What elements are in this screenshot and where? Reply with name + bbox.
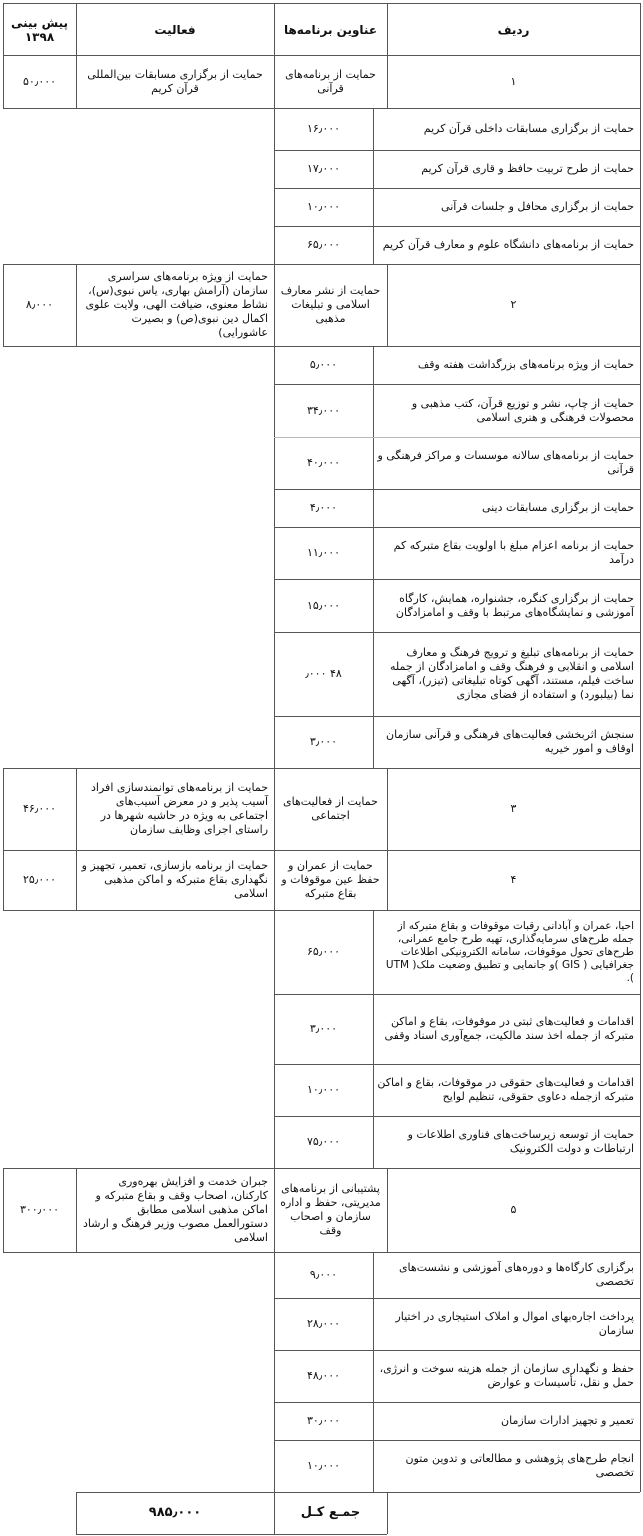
item-text: حمایت از طرح تربیت حافظ و قاری قرآن کریم (421, 162, 634, 175)
grid-line (274, 384, 640, 385)
grid-line (274, 994, 640, 995)
grid-line (76, 1492, 77, 1534)
grid-line (76, 768, 77, 910)
item-value: ۳۴٫۰۰۰ (306, 403, 341, 417)
item-value: ۱۷٫۰۰۰ (306, 162, 341, 175)
group-4-activity: حمایت از برنامه بازسازی، تعمیر، تجهیز و نگهداری بقاع متبرکه و اماکن مذهبی اسلامی (81, 859, 268, 900)
item-value: ۱۰٫۰۰۰ (306, 1083, 341, 1096)
item-value: ۱۱٫۰۰۰ (306, 546, 341, 559)
grid-line (274, 1116, 640, 1117)
grid-line (387, 1168, 388, 1252)
total-value: ۹۸۵٫۰۰۰ (148, 1505, 202, 1520)
grid-line (274, 527, 640, 528)
group-3-number: ۳ (510, 802, 517, 815)
item-value: ۱۶٫۰۰۰ (306, 122, 341, 135)
header-program-titles: عناوین برنامه‌ها (283, 22, 378, 37)
item-text: اقدامات و فعالیت‌های ثبتی در موقوفات، بقاع و اماکن متبرکه از جمله اخذ سند مالکیت، جمع‌آوری اسناد وقفی (384, 1015, 634, 1042)
item-value: ۲۸٫۰۰۰ (306, 1317, 341, 1330)
grid-line (274, 437, 640, 438)
item-value: ۷۵٫۰۰۰ (306, 1135, 341, 1148)
grid-line (76, 1534, 387, 1535)
group-5-title: پشتیبانی از برنامه‌های مدیریتی، حفظ و اداره سازمان و اصحاب وقف (280, 1182, 381, 1237)
item-text: حمایت از برگزاری محافل و جلسات قرآنی (441, 200, 634, 213)
group-1-forecast: ۵۰٫۰۰۰ (22, 74, 57, 88)
grid-line (76, 264, 77, 346)
grid-line (274, 226, 640, 227)
grid-line (76, 3, 77, 108)
grid-line (274, 716, 640, 717)
item-value: ۴٫۰۰۰ (309, 501, 338, 514)
grid-line (640, 3, 641, 1492)
item-value: ۱۰٫۰۰۰ (306, 1459, 341, 1472)
group-1-title: حمایت از برنامه‌های قرآنی (285, 67, 376, 95)
grid-line (3, 108, 640, 109)
grid-line (274, 1402, 640, 1403)
total-label: جمـع کـل (300, 1505, 361, 1520)
grid-line (76, 1492, 640, 1493)
item-text: حمایت از برگزاری کنگره، جشنواره، همایش، کارگاه آموزشی و نمایشگاه‌های مرتبط با وقف و امامزادگان (395, 591, 634, 619)
item-text: حمایت از برگزاری مسابقات داخلی قرآن کریم (423, 122, 634, 135)
grid-line (3, 3, 4, 108)
group-4-number: ۴ (510, 873, 517, 886)
grid-line (274, 579, 640, 580)
grid-line (274, 1064, 640, 1065)
item-text: حمایت از برنامه اعزام مبلغ با اولویت بقاع متبرکه کم درآمد (393, 539, 634, 566)
item-text: حمایت از چاپ، نشر و توزیع قرآن، کتب مذهبی و محصولات فرهنگی و هنری اسلامی (411, 396, 634, 424)
item-value: ۳٫۰۰۰ (309, 735, 338, 748)
item-text: برگزاری کارگاه‌ها و دوره‌های آموزشی و نشست‌های تخصصی (398, 1261, 634, 1288)
group-4-title: حمایت از عمران و حفظ عین موقوفات و بقاع متبرکه (281, 859, 380, 900)
grid-line (274, 632, 640, 633)
grid-line (3, 3, 640, 4)
item-value: ۵٫۰۰۰ (309, 358, 338, 371)
grid-line (274, 150, 640, 151)
grid-line (387, 3, 388, 108)
grid-line (373, 1252, 374, 1492)
item-text: حمایت از برنامه‌های تبلیغ و ترویج فرهنگ و معارف اسلامی و انقلابی و فرهنگ وقف و امامزادگان از جمله ساخت فیلم، مستند، آگهی کوتاه تبلیغاتی (تیزر)، آگهی نما (بیلبورد) و استفاده از فضای مجازی (390, 646, 634, 701)
grid-line (274, 489, 640, 490)
grid-line (3, 264, 640, 265)
grid-line (274, 188, 640, 189)
item-value: ۳۰٫۰۰۰ (306, 1414, 341, 1427)
grid-line (274, 1350, 640, 1351)
header-forecast-1398: پیش بینی ۱۳۹۸ (11, 15, 68, 44)
grid-line (3, 264, 4, 346)
grid-line (3, 55, 640, 56)
item-text: سنجش اثربخشی فعالیت‌های فرهنگی و قرآنی سازمان اوقاف و امور خیریه (386, 728, 634, 755)
group-1-activity: حمایت از برگزاری مسابقات بین‌المللی قرآن کریم (87, 67, 263, 95)
item-text: حمایت از توسعه زیرساخت‌های فناوری اطلاعات و ارتباطات و دولت الکترونیک (407, 1128, 634, 1155)
item-value: ۴۸ ٫۰۰۰ (305, 667, 342, 680)
item-text: احیا، عمران و آبادانی رقبات موقوفات و بقاع متبرکه از جمله طرح‌های سرمایه‌گذاری، تهیه طرح جامع عمرانی، طرح‌های تحول موقوفات، سامانه الکترونیکی اطلاعات جغرافیایی ( GIS )و جانمایی و تطبیق وضعیت ملک( UTM ). (385, 919, 634, 984)
group-3-activity: حمایت از برنامه‌های توانمندسازی افراد آسیب پذیر و در معرض آسیب‌های اجتماعی به ویژه در حاشیه شهرها در راستای اجرای وظایف سازمان (91, 781, 268, 836)
grid-line (387, 264, 388, 346)
group-2-forecast: ۸٫۰۰۰ (25, 298, 54, 311)
grid-line (274, 1440, 640, 1441)
grid-line (3, 1168, 4, 1252)
item-text: اقدامات و فعالیت‌های حقوقی در موقوفات، بقاع و اماکن متبرکه ازجمله دعاوی حقوقی، تنظیم لوایح (377, 1076, 634, 1103)
grid-line (3, 910, 640, 911)
group-5-number: ۵ (510, 1203, 517, 1216)
item-value: ۴۸٫۰۰۰ (306, 1369, 341, 1382)
group-5-activity: جبران خدمت و افزایش بهره‌وری کارکنان، اصحاب وقف و بقاع متبرکه و اماکن مذهبی اسلامی مطابق دستورالعمل مصوب وزیر فرهنگ و ارشاد اسلامی (83, 1175, 268, 1244)
item-value: ۶۵٫۰۰۰ (306, 945, 341, 958)
group-2-activity: حمایت از ویژه برنامه‌های سراسری سازمان (آرامش بهاری، یاس نبوی(س)، نشاط معنوی، ضیافت الهی، ولایت علوی اکمال دین نبوی(ص) و بصیرت عاشورایی) (85, 270, 268, 339)
group-2-number: ۲ (510, 298, 517, 311)
grid-line (274, 1298, 640, 1299)
item-text: حمایت از برنامه‌های دانشگاه علوم و معارف قرآن کریم (382, 238, 634, 251)
item-text: انجام طرح‌های پژوهشی و مطالعاتی و تدوین متون تخصصی (405, 1452, 634, 1479)
grid-line (76, 1168, 77, 1252)
group-2-title: حمایت از نشر معارف اسلامی و تبلیغات مذهبی (280, 284, 381, 325)
item-value: ۱۰٫۰۰۰ (306, 200, 341, 213)
header-row-number: ردیف (497, 22, 530, 37)
group-3-forecast: ۴۶٫۰۰۰ (22, 802, 57, 815)
grid-line (373, 346, 374, 768)
item-value: ۶۵٫۰۰۰ (306, 238, 341, 251)
grid-line (3, 768, 640, 769)
grid-line (387, 1492, 388, 1534)
item-value: ۹٫۰۰۰ (309, 1268, 338, 1281)
grid-line (387, 768, 388, 910)
grid-line (3, 1168, 640, 1169)
group-3-title: حمایت از فعالیت‌های اجتماعی (283, 795, 378, 822)
item-text: پرداخت اجاره‌بهای اموال و املاک استیجاری در اختیار سازمان (395, 1310, 634, 1337)
item-value: ۴۰٫۰۰۰ (306, 456, 341, 469)
grid-line (373, 910, 374, 1168)
header-activity: فعالیت (154, 22, 196, 37)
grid-line (3, 1252, 640, 1253)
group-1-number: ۱ (510, 74, 517, 88)
item-text: تعمیر و تجهیز ادارات سازمان (501, 1414, 634, 1427)
item-text: حمایت از برنامه‌های سالانه موسسات و مراکز فرهنگی و قرآنی (377, 449, 634, 476)
group-4-forecast: ۲۵٫۰۰۰ (22, 873, 57, 886)
item-value: ۱۵٫۰۰۰ (306, 598, 341, 612)
item-text: حمایت از ویژه برنامه‌های بزرگداشت هفته وقف (417, 358, 634, 371)
grid-line (3, 850, 640, 851)
grid-line (373, 108, 374, 264)
grid-line (3, 346, 640, 347)
item-value: ۳٫۰۰۰ (309, 1022, 338, 1035)
item-text: حفظ و نگهداری سازمان از جمله هزینه سوخت و انرژی، حمل و نقل، تأسیسات و عوارض (379, 1362, 634, 1389)
grid-line (3, 768, 4, 910)
group-5-forecast: ۳۰۰٫۰۰۰ (19, 1203, 60, 1216)
item-text: حمایت از برگزاری مسابقات دینی (482, 501, 634, 514)
